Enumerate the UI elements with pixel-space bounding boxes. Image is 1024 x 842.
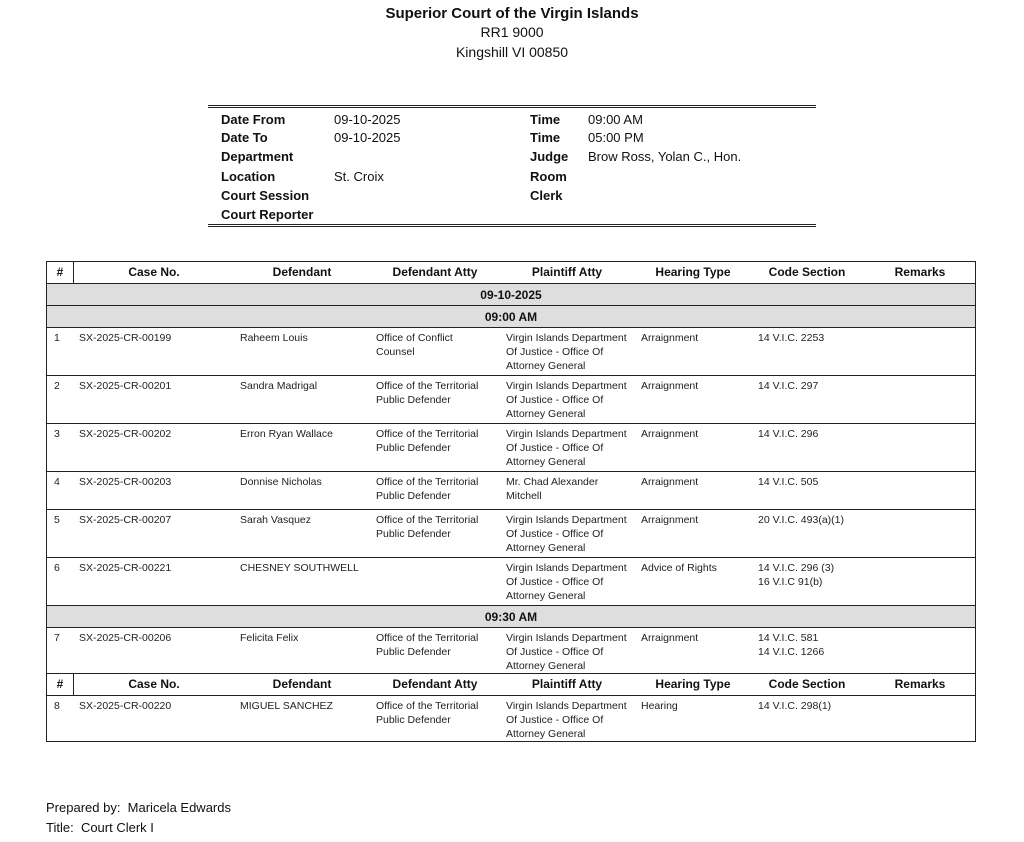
- cell-line: Virgin Islands Department: [506, 562, 627, 574]
- cell-code-section: [758, 513, 844, 527]
- cell-hearing-type: Arraignment: [641, 380, 699, 392]
- court-reporter-label: Court Reporter: [221, 207, 314, 222]
- cell-line: Office of Conflict: [376, 332, 453, 344]
- cell-number: 6: [54, 562, 60, 574]
- date-from-value: 09-10-2025: [334, 112, 401, 127]
- cell-line: Counsel: [376, 346, 415, 358]
- cell-plaintiff-atty: [506, 475, 598, 503]
- court-address-line1: RR1 9000: [480, 24, 544, 40]
- header-defendant-atty: Defendant Atty: [392, 677, 478, 691]
- date-group-row: 09-10-2025: [47, 284, 975, 306]
- cell-line: Public Defender: [376, 714, 451, 726]
- cell-line: Attorney General: [506, 660, 586, 672]
- cell-line: Office of the Territorial: [376, 700, 479, 712]
- table-row: [47, 628, 975, 674]
- clerk-title-label: Title:: [46, 820, 74, 835]
- room-label: Room: [530, 169, 567, 184]
- cell-case-no: SX-2025-CR-00199: [79, 332, 172, 344]
- cell-line: Attorney General: [506, 408, 586, 420]
- cell-code-section: [758, 699, 831, 713]
- cell-line: Attorney General: [506, 456, 586, 468]
- cell-hearing-type: Arraignment: [641, 514, 699, 526]
- cell-defendant-atty: [376, 379, 478, 407]
- table-row: [47, 376, 975, 424]
- cell-line: 14 V.I.C. 505: [758, 476, 819, 488]
- location-value: St. Croix: [334, 169, 384, 184]
- cell-code-section: [758, 631, 824, 659]
- cell-line: Of Justice - Office Of: [506, 442, 604, 454]
- header-hearing-type: Hearing Type: [655, 677, 731, 691]
- cell-plaintiff-atty: [506, 699, 627, 741]
- header-cell-number: [47, 262, 74, 283]
- cell-line: Office of the Territorial: [376, 428, 479, 440]
- header-defendant: Defendant: [272, 677, 332, 691]
- cell-defendant-atty: [376, 427, 478, 455]
- cell-defendant: Felicita Felix: [240, 632, 299, 644]
- cell-case-no: SX-2025-CR-00202: [79, 428, 172, 440]
- cell-defendant-atty: [376, 475, 478, 503]
- cell-case-no: SX-2025-CR-00206: [79, 632, 172, 644]
- cell-line: 20 V.I.C. 493(a)(1): [758, 514, 844, 526]
- header-remarks: Remarks: [894, 265, 946, 279]
- time-group-row: 09:00 AM: [47, 306, 975, 328]
- header-cell-number: [47, 674, 74, 695]
- date-to-label: Date To: [221, 130, 268, 145]
- table-row: [47, 696, 975, 741]
- cell-line: Of Justice - Office Of: [506, 346, 604, 358]
- cell-line: 14 V.I.C. 1266: [758, 646, 825, 658]
- calendar-table: [46, 261, 976, 742]
- cell-line: Public Defender: [376, 490, 451, 502]
- time-group-row: 09:30 AM: [47, 606, 975, 628]
- cell-case-no: SX-2025-CR-00201: [79, 380, 172, 392]
- cell-number: 4: [54, 476, 60, 488]
- court-address-line2: Kingshill VI 00850: [455, 44, 569, 60]
- cell-line: Virgin Islands Department: [506, 700, 627, 712]
- cell-line: Of Justice - Office Of: [506, 528, 604, 540]
- cell-case-no: SX-2025-CR-00220: [79, 700, 172, 712]
- cell-line: Virgin Islands Department: [506, 514, 627, 526]
- cell-hearing-type: Arraignment: [641, 632, 699, 644]
- cell-line: Public Defender: [376, 646, 451, 658]
- cell-number: 5: [54, 514, 60, 526]
- cell-line: Office of the Territorial: [376, 632, 479, 644]
- cell-line: Of Justice - Office Of: [506, 576, 604, 588]
- cell-plaintiff-atty: [506, 631, 627, 673]
- cell-line: Virgin Islands Department: [506, 428, 627, 440]
- end-time-value: 05:00 PM: [588, 130, 644, 145]
- cell-code-section: [758, 427, 818, 441]
- cell-line: Of Justice - Office Of: [506, 646, 604, 658]
- table-row: [47, 510, 975, 558]
- header-code-section: Code Section: [768, 677, 846, 691]
- cell-hearing-type: Advice of Rights: [641, 562, 717, 574]
- cell-hearing-type: Arraignment: [641, 428, 699, 440]
- cell-line: 14 V.I.C. 298(1): [758, 700, 832, 712]
- start-time-value: 09:00 AM: [588, 112, 643, 127]
- cell-line: 14 V.I.C. 297: [758, 380, 819, 392]
- header-label-number: #: [56, 265, 64, 279]
- cell-plaintiff-atty: [506, 379, 627, 421]
- cell-line: Virgin Islands Department: [506, 632, 627, 644]
- date-to-value: 09-10-2025: [334, 130, 401, 145]
- cell-line: 16 V.I.C 91(b): [758, 576, 823, 588]
- prepared-by-line: [46, 800, 231, 815]
- table-row: [47, 558, 975, 606]
- cell-defendant: Raheem Louis: [240, 332, 308, 344]
- column-header-row: [47, 262, 975, 284]
- cell-line: Mitchell: [506, 490, 542, 502]
- cell-line: 14 V.I.C. 296: [758, 428, 819, 440]
- cell-number: 2: [54, 380, 60, 392]
- cell-line: Attorney General: [506, 360, 586, 372]
- cell-line: Office of the Territorial: [376, 476, 479, 488]
- cell-hearing-type: Arraignment: [641, 476, 699, 488]
- header-label-number: #: [56, 677, 64, 691]
- end-time-label: Time: [530, 130, 561, 145]
- cell-line: Office of the Territorial: [376, 380, 479, 392]
- cell-line: Mr. Chad Alexander: [506, 476, 599, 488]
- cell-line: Office of the Territorial: [376, 514, 479, 526]
- cell-number: 8: [54, 700, 60, 712]
- header-defendant-atty: Defendant Atty: [392, 265, 478, 279]
- cell-line: 14 V.I.C. 2253: [758, 332, 825, 344]
- department-label: Department: [221, 149, 294, 164]
- cell-defendant: Sarah Vasquez: [240, 514, 312, 526]
- cell-defendant: MIGUEL SANCHEZ: [240, 700, 333, 712]
- cell-code-section: [758, 475, 818, 489]
- table-row: [47, 472, 975, 510]
- cell-hearing-type: Arraignment: [641, 332, 699, 344]
- table-row: [47, 424, 975, 472]
- header-code-section: Code Section: [768, 265, 846, 279]
- cell-case-no: SX-2025-CR-00203: [79, 476, 172, 488]
- cell-defendant: Sandra Madrigal: [240, 380, 318, 392]
- cell-plaintiff-atty: [506, 427, 627, 469]
- cell-plaintiff-atty: [506, 561, 627, 603]
- cell-plaintiff-atty: [506, 513, 627, 555]
- column-header-row: [47, 674, 975, 696]
- session-info-box: [208, 105, 816, 227]
- cell-line: Virgin Islands Department: [506, 380, 627, 392]
- cell-line: 14 V.I.C. 581: [758, 632, 819, 644]
- header-hearing-type: Hearing Type: [655, 265, 731, 279]
- cell-line: Of Justice - Office Of: [506, 394, 604, 406]
- clerk-label: Clerk: [530, 188, 563, 203]
- cell-defendant-atty: [376, 631, 478, 659]
- cell-line: Of Justice - Office Of: [506, 714, 604, 726]
- cell-plaintiff-atty: [506, 331, 627, 373]
- cell-line: Public Defender: [376, 442, 451, 454]
- location-label: Location: [221, 169, 276, 184]
- cell-line: Attorney General: [506, 542, 586, 554]
- cell-defendant: CHESNEY SOUTHWELL: [240, 562, 359, 574]
- court-session-label: Court Session: [221, 188, 310, 203]
- cell-number: 3: [54, 428, 60, 440]
- cell-defendant-atty: [376, 513, 478, 541]
- header-remarks: Remarks: [894, 677, 946, 691]
- cell-line: Public Defender: [376, 528, 451, 540]
- cell-line: 14 V.I.C. 296 (3): [758, 562, 835, 574]
- header-plaintiff-atty: Plaintiff Atty: [531, 265, 603, 279]
- cell-defendant: Erron Ryan Wallace: [240, 428, 333, 440]
- cell-code-section: [758, 379, 818, 393]
- cell-number: 7: [54, 632, 60, 644]
- header-plaintiff-atty: Plaintiff Atty: [531, 677, 603, 691]
- prepared-by-value: Maricela Edwards: [127, 800, 231, 815]
- cell-defendant-atty: [376, 331, 453, 359]
- clerk-title-line: [46, 820, 154, 835]
- cell-case-no: SX-2025-CR-00207: [79, 514, 172, 526]
- cell-code-section: [758, 331, 824, 345]
- court-name: Superior Court of the Virgin Islands: [385, 5, 639, 22]
- cell-case-no: SX-2025-CR-00221: [79, 562, 172, 574]
- cell-number: 1: [54, 332, 60, 344]
- header-case-no: Case No.: [128, 265, 180, 279]
- cell-defendant: Donnise Nicholas: [240, 476, 322, 488]
- prepared-by-label: Prepared by:: [46, 800, 121, 815]
- cell-hearing-type: Hearing: [641, 700, 678, 712]
- cell-line: Attorney General: [506, 590, 586, 602]
- table-row: [47, 328, 975, 376]
- cell-code-section: [758, 561, 834, 589]
- judge-value: Brow Ross, Yolan C., Hon.: [588, 149, 742, 164]
- header-defendant: Defendant: [272, 265, 332, 279]
- cell-defendant-atty: [376, 699, 478, 727]
- cell-line: Public Defender: [376, 394, 451, 406]
- clerk-title-value: Court Clerk I: [80, 820, 154, 835]
- header-case-no: Case No.: [128, 677, 180, 691]
- date-from-label: Date From: [221, 112, 286, 127]
- judge-label: Judge: [530, 149, 569, 164]
- start-time-label: Time: [530, 112, 561, 127]
- cell-line: Attorney General: [506, 728, 586, 740]
- cell-line: Virgin Islands Department: [506, 332, 627, 344]
